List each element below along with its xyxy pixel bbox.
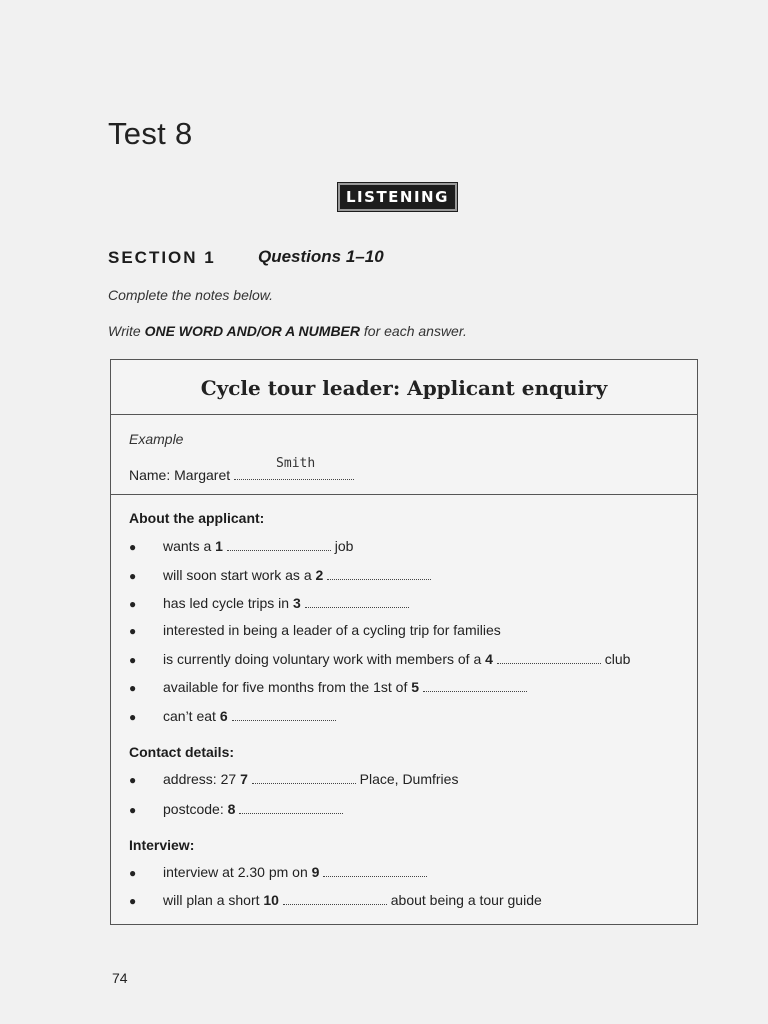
- item-text: is currently doing voluntary work with members of a: [163, 651, 486, 667]
- question-6-item: [129, 708, 336, 724]
- page-number: 74: [112, 970, 128, 986]
- question-number: 9: [311, 864, 320, 880]
- question-number: 8: [227, 801, 236, 817]
- applicant-heading: About the applicant:: [129, 510, 265, 526]
- item-text: address: 27: [163, 771, 241, 787]
- instruction-complete-notes: Complete the notes below.: [108, 287, 273, 303]
- question-1-item: [129, 538, 353, 554]
- example-name-line: [129, 456, 354, 483]
- question-4-item: [129, 651, 630, 667]
- question-number: 1: [215, 538, 223, 554]
- item-text-after: job: [334, 538, 354, 554]
- info-item: [129, 622, 501, 638]
- instruction-word-limit: [108, 323, 467, 339]
- question-number: 2: [315, 567, 324, 583]
- bullet-icon: ●: [129, 624, 137, 638]
- bullet-icon: ●: [129, 773, 137, 787]
- item-text: can’t eat: [163, 708, 220, 724]
- bullet-icon: ●: [129, 540, 137, 554]
- question-number: 7: [240, 771, 248, 787]
- item-text: wants a: [163, 538, 216, 554]
- section-questions: Questions 1–10: [258, 247, 384, 266]
- question-number: 4: [485, 651, 493, 667]
- question-number: 3: [292, 595, 301, 611]
- answer-blank-10[interactable]: [283, 894, 387, 905]
- bullet-icon: ●: [129, 866, 137, 880]
- question-8-item: [129, 801, 343, 817]
- bullet-icon: ●: [129, 653, 137, 667]
- answer-blank-6[interactable]: [232, 710, 336, 721]
- instruction-suffix: for each answer.: [360, 323, 467, 339]
- answer-blank-8[interactable]: [239, 803, 343, 814]
- answer-blank-3[interactable]: [305, 597, 409, 608]
- question-number: 6: [219, 708, 228, 724]
- question-9-item: [129, 864, 427, 880]
- answer-blank-4[interactable]: [497, 653, 601, 664]
- bullet-icon: ●: [129, 681, 137, 695]
- notes-title: Cycle tour leader: Applicant enquiry: [111, 360, 697, 415]
- example-name-label: Name: Margaret: [129, 467, 231, 483]
- bullet-icon: ●: [129, 597, 137, 611]
- example-answer-blank: [234, 456, 354, 480]
- item-text: interview at 2.30 pm on: [163, 864, 312, 880]
- test-title: Test 8: [108, 116, 193, 151]
- listening-badge: LISTENING: [338, 183, 457, 211]
- example-section: [111, 415, 697, 495]
- item-text-after: about being a tour guide: [390, 892, 542, 908]
- question-10-item: [129, 892, 542, 908]
- question-number: 10: [263, 892, 279, 908]
- item-text: has led cycle trips in: [163, 595, 293, 611]
- question-7-item: [129, 771, 458, 787]
- section-label: SECTION 1: [108, 248, 216, 267]
- bullet-icon: ●: [129, 894, 137, 908]
- bullet-icon: ●: [129, 803, 137, 817]
- answer-blank-5[interactable]: [423, 681, 527, 692]
- answer-blank-2[interactable]: [327, 569, 431, 580]
- instruction-prefix: Write: [108, 323, 145, 339]
- item-text: postcode:: [163, 801, 228, 817]
- answer-blank-1[interactable]: [227, 540, 331, 551]
- question-2-item: [129, 567, 431, 583]
- item-text: interested in being a leader of a cycling trip for families: [163, 622, 501, 638]
- instruction-word-limit-bold: ONE WORD AND/OR A NUMBER: [144, 323, 360, 339]
- bullet-icon: ●: [129, 569, 137, 583]
- item-text-after: Place, Dumfries: [359, 771, 459, 787]
- item-text: available for five months from the 1st of: [163, 679, 412, 695]
- question-5-item: [129, 679, 527, 695]
- question-number: 5: [411, 679, 420, 695]
- item-text-after: club: [604, 651, 631, 667]
- item-text: will soon start work as a: [163, 567, 316, 583]
- item-text: will plan a short: [163, 892, 264, 908]
- notes-box: [110, 359, 698, 925]
- section-header: [108, 247, 668, 271]
- example-label: Example: [129, 431, 184, 447]
- example-answer: Smith: [276, 456, 316, 471]
- bullet-icon: ●: [129, 710, 137, 724]
- question-3-item: [129, 595, 409, 611]
- answer-blank-7[interactable]: [252, 773, 356, 784]
- answer-blank-9[interactable]: [323, 866, 427, 877]
- contact-heading: Contact details:: [129, 744, 235, 760]
- interview-heading: Interview:: [129, 837, 195, 853]
